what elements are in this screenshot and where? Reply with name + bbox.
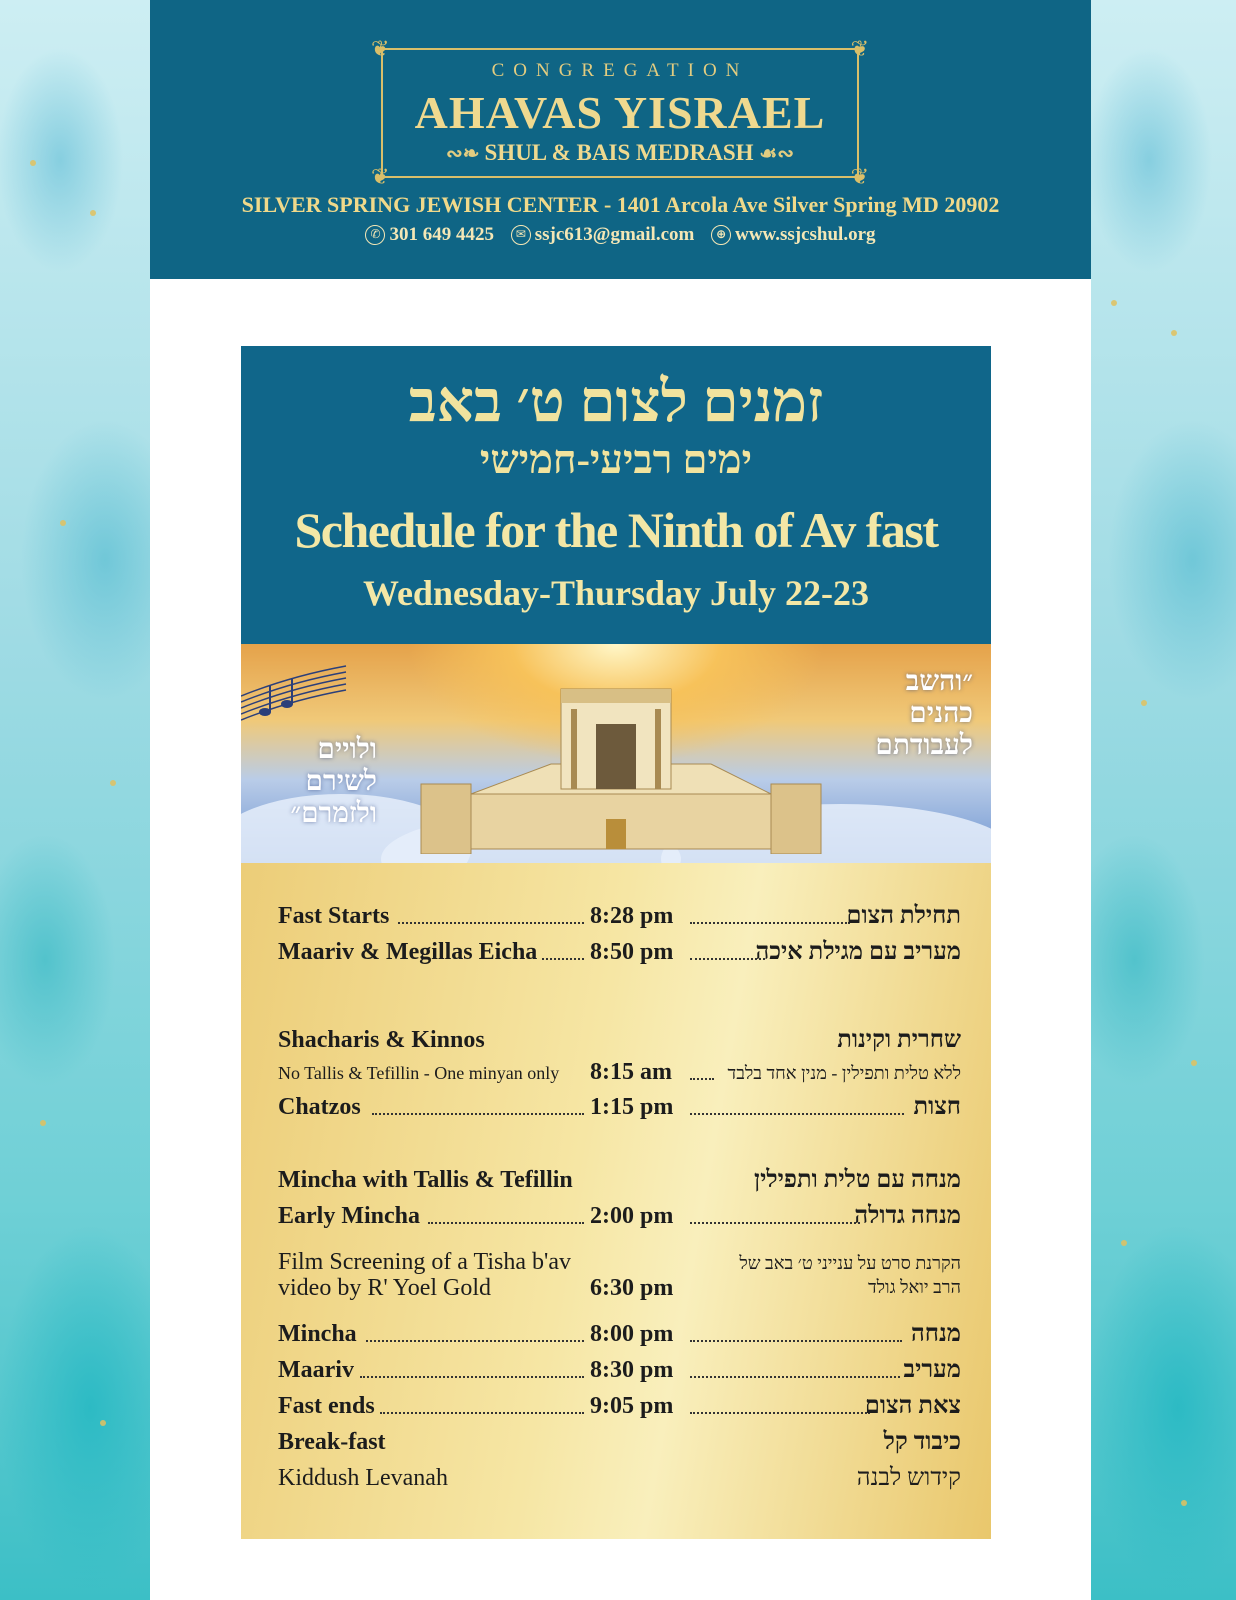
schedule-row bbox=[278, 1167, 961, 1199]
phone-icon: ✆ bbox=[365, 225, 385, 245]
hebrew-title: זמנים לצום ט׳ באב bbox=[408, 369, 824, 434]
hebrew-subtitle: ימים רביעי-חמישי bbox=[479, 437, 753, 482]
globe-icon: ⊕ bbox=[711, 225, 731, 245]
english-title: Schedule for the Ninth of Av fast bbox=[294, 502, 938, 558]
flyer-page bbox=[150, 0, 1091, 1600]
leader-dots bbox=[380, 1412, 584, 1414]
logo-subtitle: SHUL & BAIS MEDRASH bbox=[484, 140, 754, 165]
schedule-row bbox=[278, 939, 961, 971]
english-date: Wednesday-Thursday July 22-23 bbox=[362, 573, 870, 613]
schedule-time: 8:30 pm bbox=[590, 1357, 674, 1383]
watercolor-left-border bbox=[0, 0, 150, 1600]
leader-dots bbox=[690, 1222, 860, 1224]
gold-fleck bbox=[1141, 700, 1147, 706]
leader-dots bbox=[690, 1412, 870, 1414]
schedule-item-english: Kiddush Levanah bbox=[278, 1465, 448, 1491]
schedule-time: 8:28 pm bbox=[590, 903, 674, 929]
schedule-item-hebrew: כיבוד קל bbox=[883, 1429, 961, 1455]
gold-fleck bbox=[110, 780, 116, 786]
temple-building bbox=[411, 684, 831, 854]
gold-fleck bbox=[60, 520, 66, 526]
email-contact bbox=[511, 224, 695, 245]
schedule-item-hebrew: קידוש לבנה bbox=[856, 1465, 961, 1491]
schedule-item-hebrew: תחילת הצום bbox=[846, 903, 961, 929]
schedule-item-english: Break-fast bbox=[278, 1429, 386, 1455]
schedule-row bbox=[278, 1321, 961, 1353]
schedule-item-hebrew: מנחה גדולה bbox=[854, 1203, 961, 1229]
logo-name: AHAVAS YISRAEL bbox=[414, 87, 826, 138]
gold-fleck bbox=[1191, 1060, 1197, 1066]
swirl-icon: ☙∾ bbox=[759, 143, 794, 165]
hebrew-quote-left: ולויים לשירם ולזמרם״ bbox=[290, 734, 377, 829]
gold-fleck bbox=[40, 1120, 46, 1126]
schedule-row bbox=[278, 1393, 961, 1425]
ornament-icon: ❦ bbox=[850, 36, 869, 61]
schedule-item-hebrew: מנחה עם טלית ותפילין bbox=[753, 1167, 961, 1193]
music-notes-icon bbox=[241, 656, 351, 726]
schedule-row bbox=[278, 1357, 961, 1389]
schedule-item-english: Fast ends bbox=[278, 1393, 375, 1419]
leader-dots bbox=[542, 958, 584, 960]
leader-dots bbox=[690, 1113, 904, 1115]
schedule-item-english: Mincha bbox=[278, 1321, 357, 1347]
logo-congregation: CONGREGATION bbox=[491, 60, 749, 81]
schedule-time: 9:05 pm bbox=[590, 1393, 674, 1419]
schedule-item-english: video by R' Yoel Gold bbox=[278, 1275, 492, 1301]
leader-dots bbox=[690, 1340, 902, 1342]
leader-dots bbox=[690, 958, 765, 960]
leader-dots bbox=[398, 922, 584, 924]
schedule-time: 6:30 pm bbox=[590, 1275, 674, 1301]
email-icon: ✉ bbox=[511, 225, 531, 245]
leader-dots bbox=[690, 1078, 714, 1080]
schedule-item-english: Early Mincha bbox=[278, 1203, 420, 1229]
schedule-row bbox=[278, 1203, 961, 1235]
schedule-time: 2:00 pm bbox=[590, 1203, 674, 1229]
ornament-icon: ❦ bbox=[850, 164, 869, 189]
schedule-item-hebrew: צאת הצום bbox=[864, 1393, 961, 1419]
schedule-row bbox=[278, 1275, 961, 1307]
leader-dots bbox=[690, 1376, 900, 1378]
schedule-item-hebrew: מעריב עם מגילת איכה bbox=[755, 939, 961, 965]
schedule-item-english: Maariv bbox=[278, 1357, 354, 1383]
logo-subtitle-line bbox=[383, 140, 857, 166]
schedule-time: 8:00 pm bbox=[590, 1321, 674, 1347]
schedule-table bbox=[241, 863, 991, 1539]
ornament-icon: ❦ bbox=[371, 164, 390, 189]
schedule-item-hebrew: חצות bbox=[913, 1094, 961, 1120]
schedule-item-english: Mincha with Tallis & Tefillin bbox=[278, 1167, 573, 1193]
schedule-item-english: Film Screening of a Tisha b'av bbox=[278, 1249, 571, 1275]
schedule-item-hebrew: מעריב bbox=[903, 1357, 961, 1383]
schedule-row bbox=[278, 1465, 961, 1497]
schedule-time: 8:15 am bbox=[590, 1059, 672, 1085]
leader-dots bbox=[690, 922, 850, 924]
schedule-item-english: Maariv & Megillas Eicha bbox=[278, 939, 538, 965]
contact-line bbox=[150, 224, 1091, 246]
phone-number: 301 649 4425 bbox=[389, 224, 494, 245]
watercolor-right-border bbox=[1091, 0, 1236, 1600]
schedule-row bbox=[278, 1429, 961, 1461]
schedule-item-hebrew: הרב יואל גולד bbox=[867, 1277, 961, 1297]
swirl-icon: ∾❧ bbox=[446, 143, 485, 165]
leader-dots bbox=[428, 1222, 584, 1224]
gold-fleck bbox=[30, 160, 36, 166]
leader-dots bbox=[360, 1376, 584, 1378]
hebrew-quote-right: ״והשב כהנים לעבודתם bbox=[875, 666, 973, 761]
leader-dots bbox=[366, 1340, 584, 1342]
schedule-item-english: Fast Starts bbox=[278, 903, 390, 929]
schedule-row bbox=[278, 1059, 961, 1091]
temple-illustration bbox=[241, 644, 991, 863]
ornament-icon: ❦ bbox=[371, 36, 390, 61]
gold-fleck bbox=[100, 1420, 106, 1426]
schedule-item-english: No Tallis & Tefillin - One minyan only bbox=[278, 1063, 560, 1083]
schedule-item-hebrew: שחרית וקינות bbox=[837, 1027, 961, 1053]
schedule-title-panel bbox=[241, 346, 991, 644]
schedule-row bbox=[278, 1094, 961, 1126]
email-address: ssjc613@gmail.com bbox=[534, 224, 695, 245]
schedule-item-hebrew: מנחה bbox=[910, 1321, 961, 1347]
schedule-time: 1:15 pm bbox=[590, 1094, 674, 1120]
address: SILVER SPRING JEWISH CENTER - 1401 Arcola Ave Silver Spring MD 20902 bbox=[241, 192, 1000, 217]
logo bbox=[371, 36, 869, 189]
header-banner bbox=[150, 0, 1091, 279]
leader-dots bbox=[372, 1113, 584, 1115]
schedule-time: 8:50 pm bbox=[590, 939, 674, 965]
gold-fleck bbox=[1121, 1240, 1127, 1246]
gold-fleck bbox=[1181, 1500, 1187, 1506]
schedule-row bbox=[278, 1027, 961, 1059]
gold-fleck bbox=[1111, 300, 1117, 306]
schedule-item-hebrew: ללא טלית ותפילין - מנין אחד בלבד bbox=[727, 1063, 961, 1083]
gold-fleck bbox=[90, 210, 96, 216]
schedule-item-hebrew: הקרנת סרט על ענייני ט׳ באב של bbox=[739, 1253, 961, 1273]
gold-fleck bbox=[1171, 330, 1177, 336]
schedule-row bbox=[278, 903, 961, 935]
website-url: www.ssjcshul.org bbox=[735, 224, 876, 245]
website-contact bbox=[711, 224, 875, 245]
schedule-item-english: Shacharis & Kinnos bbox=[278, 1027, 485, 1053]
phone-contact bbox=[365, 224, 494, 245]
schedule-item-english: Chatzos bbox=[278, 1094, 361, 1120]
